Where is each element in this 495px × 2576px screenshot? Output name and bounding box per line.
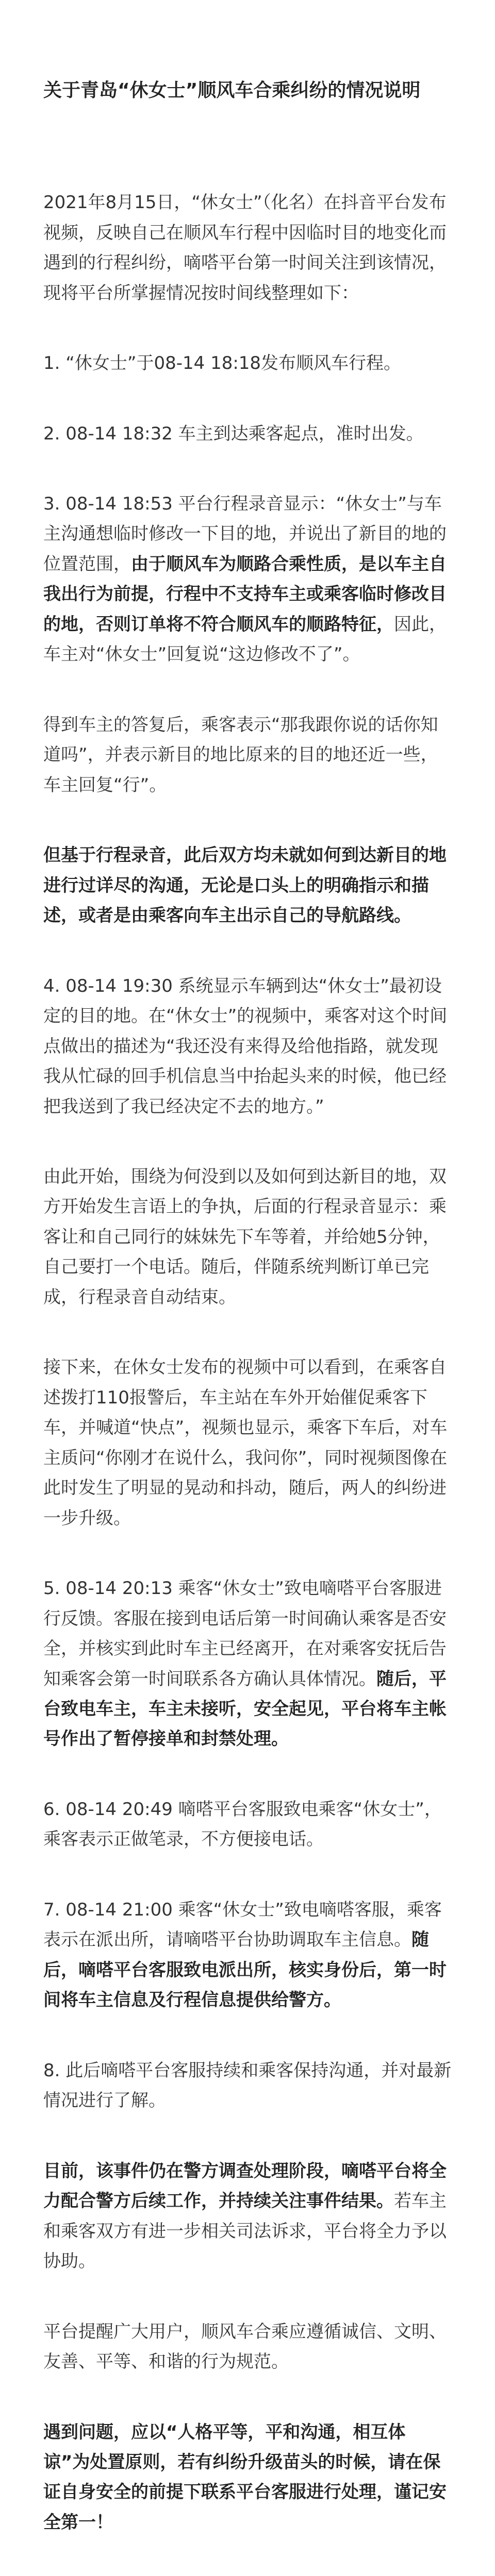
- timeline-item-8: 8. 此后嘀嗒平台客服持续和乘客保持沟通，并对最新情况进行了解。: [43, 2060, 452, 2111]
- timeline-item-7-bold: 随后，嘀嗒平台客服致电派出所，核实身份后，第一时间将车主信息及行程信息提供给警方。: [43, 1929, 447, 2011]
- timeline-item-3-bold: 由于顺风车为顺路合乘性质，是以车主自我出行为前提，行程中不支持车主或乘客临时修改目的地，否则订单将不符合顺风车的顺路特征，: [43, 553, 447, 635]
- timeline-item-7: [43, 1895, 452, 2015]
- timeline-item-5-text: 5. 08-14 20:13 乘客“休女士”致电嘀嗒平台客服进行反馈。客服在接到电话后第一时间确认乘客是否安全，并核实到此时车主已经离开，在对乘客安抚后告知乘客会第一时间联系各方确认具体情况。: [43, 1578, 447, 1689]
- safety-principle-paragraph: 遇到问题，应以“人格平等，平和沟通，相互体谅”为处置原则，若有纠纷升级苗头的时候，请在保证自身安全的前提下联系平台客服进行处理，谨记安全第一！: [43, 2421, 447, 2533]
- timeline-item-2: 2. 08-14 18:32 车主到达乘客起点，准时出发。: [43, 423, 424, 444]
- platform-reminder-paragraph: 平台提醒广大用户，顺风车合乘应遵循诚信、文明、友善、平等、和谐的行为规范。: [43, 2321, 447, 2372]
- dispute-start-paragraph: 由此开始，围绕为何没到以及如何到达新目的地，双方开始发生言语上的争执，后面的行程录音显示：乘客让和自己同行的妹妹先下车等着，并给她5分钟，自己要打一个电话。随后，伴随系统判断订单已完成，行程录音自动结束。: [43, 1166, 447, 1308]
- timeline-item-1: 1. “休女士”于08-14 18:18发布顺风车行程。: [43, 353, 402, 374]
- current-status-bold: 目前，该事件仍在警方调查处理阶段，嘀嗒平台将全力配合警方后续工作，并持续关注事件结果。: [43, 2160, 447, 2212]
- timeline-item-3-text-a: 3. 08-14 18:53 平台行程录音显示：“休女士”与车主沟通想临时修改一下目的地，并说出了新目的地的位置范围，: [43, 494, 447, 574]
- timeline-item-5: [43, 1573, 452, 1754]
- driver-reply-paragraph: 得到车主的答复后，乘客表示“那我跟你说的话你知道吗”，并表示新目的地比原来的目的地还近一些，车主回复“行”。: [43, 714, 438, 795]
- timeline-item-7-text: 7. 08-14 21:00 乘客“休女士”致电嘀嗒客服，乘客表示在派出所，请嘀嗒平台协助调取车主信息。: [43, 1899, 442, 1951]
- timeline-item-5-bold: 随后，平台致电车主，车主未接听，安全起见，平台将车主帐号作出了暂停接单和封禁处理。: [43, 1668, 447, 1750]
- intro-paragraph: 2021年8月15日，“休女士”（化名）在抖音平台发布视频，反映自己在顺风车行程中因临时目的地变化而遇到的行程纠纷，嘀嗒平台第一时间关注到该情况，现将平台所掌握情况按时间线整理如下：: [43, 192, 447, 303]
- current-status-text: 若车主和乘客双方有进一步相关司法诉求，平台将全力予以协助。: [43, 2191, 447, 2272]
- timeline-item-4: 4. 08-14 19:30 系统显示车辆到达“休女士”最初设定的目的地。在“休女士”的视频中，乘客对这个时间点做出的描述为“我还没有来得及给他指路，就发现我从忙碌的回手机信息当中抬起头来的时候，他已经把我送到了我已经决定不去的地方。”: [43, 975, 448, 1117]
- timeline-item-3: [43, 489, 452, 670]
- document-title: 关于青岛“休女士”顺风车合乘纠纷的情况说明: [43, 80, 421, 101]
- no-navigation-paragraph: 但基于行程录音，此后双方均未就如何到达新目的地进行过详尽的沟通，无论是口头上的明确指示和描述，或者是由乘客向车主出示自己的导航路线。: [43, 845, 447, 926]
- timeline-item-6: 6. 08-14 20:49 嘀嗒平台客服致电乘客“休女士”，乘客表示正做笔录，不方便接电话。: [43, 1799, 442, 1850]
- timeline-item-3-text-c: 因此，车主对“休女士”回复说“这边修改不了”。: [43, 614, 447, 665]
- dispute-escalation-paragraph: 接下来，在休女士发布的视频中可以看到，在乘客自述拨打110报警后，车主站在车外开始催促乘客下车，并喊道“快点”，视频也显示，乘客下车后，对车主质问“你刚才在说什么，我问你”，同时视频图像在此时发生了明显的晃动和抖动，随后，两人的纠纷进一步升级。: [43, 1357, 448, 1529]
- current-status-paragraph: [43, 2156, 452, 2277]
